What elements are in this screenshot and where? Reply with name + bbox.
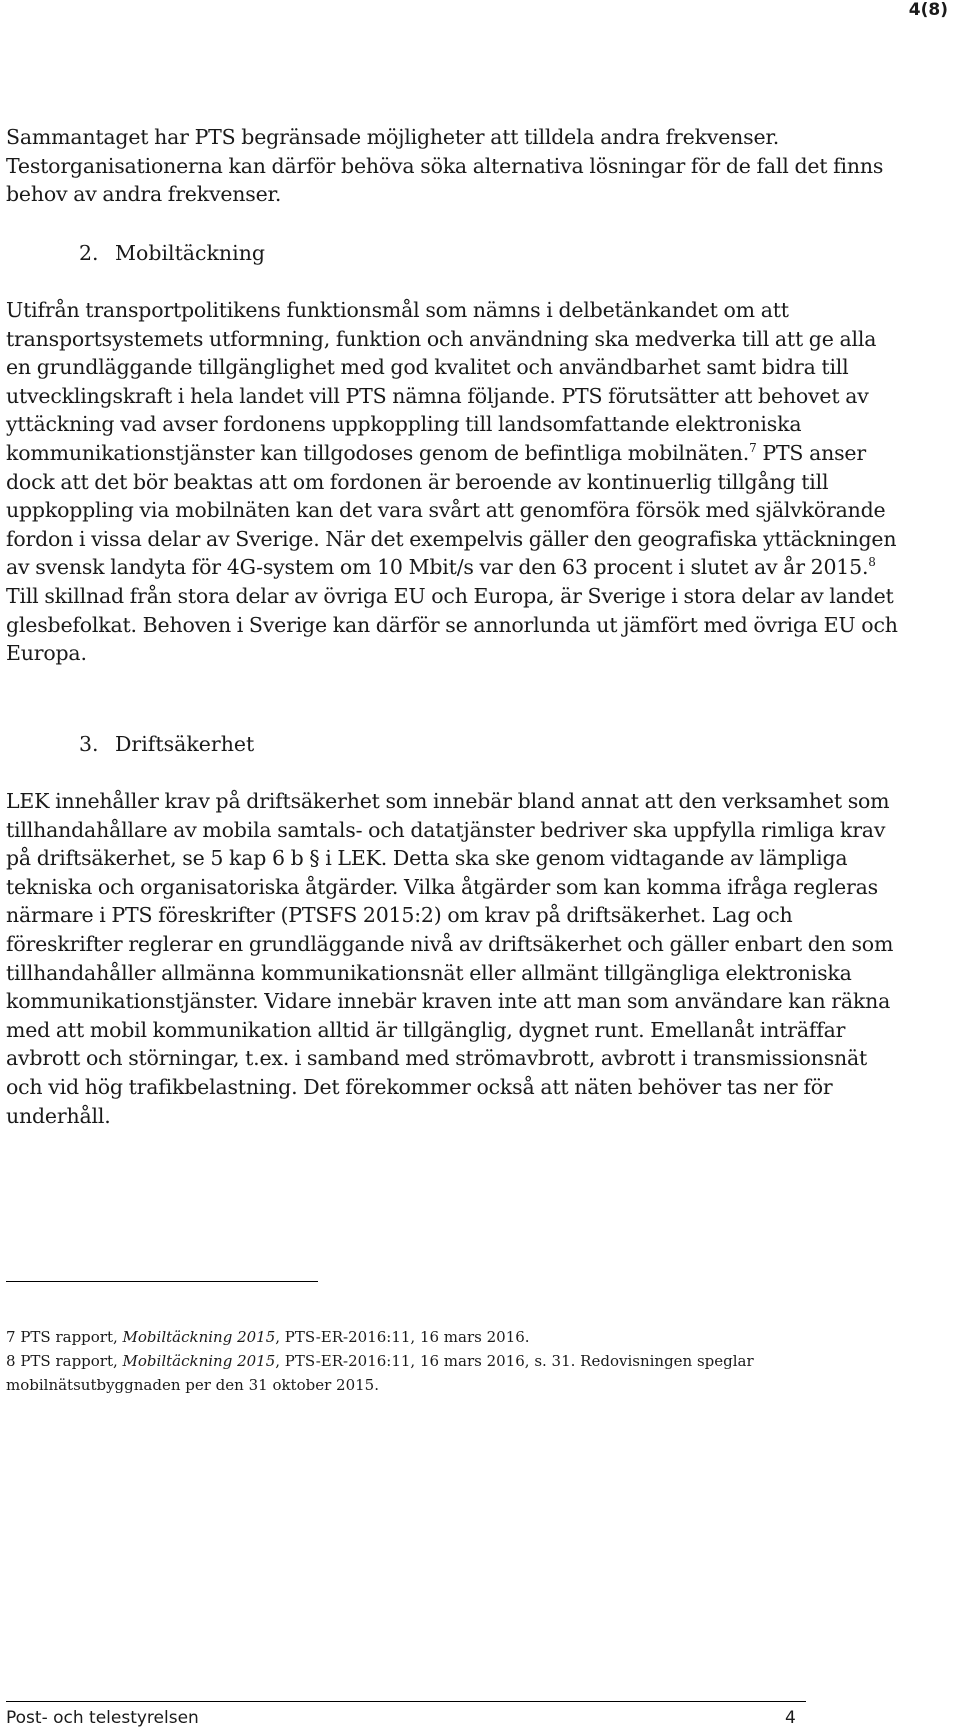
paragraph-text: Till skillnad från stora delar av övriga EU och Europa, är Sverige i stora delar av landet glesbefolkat. Behoven i Sverige kan därför se annorlunda ut jämfört med övriga EU och Europa. xyxy=(6,583,898,666)
footnote-title: Mobiltäckning 2015 xyxy=(122,1352,276,1370)
paragraph-text: PTS anser dock att det bör beaktas att om fordonen är beroende av kontinuerlig tillgång till uppkoppling via mobilnäten kan det vara svårt att genomföra försök med självkörande fordon i vissa delar av Sverige. När det exempelvis gäller den geografiska yttäckningen av svensk landyta för 4G-system om 10 Mbit/s var den 63 procent i slutet av år 2015. xyxy=(6,440,897,580)
footnote-divider xyxy=(6,1281,318,1282)
section-heading-mobiltackning xyxy=(79,239,265,267)
section-number: 2. xyxy=(79,241,99,265)
section-title: Mobiltäckning xyxy=(115,241,266,265)
footnote-text: , PTS-ER-2016:11, 16 mars 2016. xyxy=(275,1328,530,1346)
section-title: Driftsäkerhet xyxy=(115,732,255,756)
paragraph-mobiltackning xyxy=(6,296,906,668)
section-heading-driftsakerhet xyxy=(79,730,254,758)
footnote-title: Mobiltäckning 2015 xyxy=(122,1328,276,1346)
footnote-8 xyxy=(6,1349,906,1397)
footnote-text: , PTS-ER-2016:11, 16 mars 2016, s. 31. Redovisningen speglar mobilnätsutbyggnaden per den 31 oktober 2015. xyxy=(6,1352,754,1394)
footer-divider xyxy=(6,1701,806,1702)
footnotes xyxy=(6,1325,906,1397)
footnote-text: PTS rapport, xyxy=(15,1352,123,1370)
paragraph-text: Utifrån transportpolitikens funktionsmål som nämns i delbetänkandet om att transportsystemets utformning, funktion och användning ska medverka till att ge alla en grundläggande tillgänglighet med god kvalitet och användbarhet samt bidra till utvecklingskraft i hela landet vill PTS nämna följande. PTS förutsätter att behovet av yttäckning vad avser fordonens uppkoppling till landsomfattande elektroniska kommunikationstjänster kan tillgodoses genom de befintliga mobilnäten. xyxy=(6,298,877,465)
paragraph-intro: Sammantaget har PTS begränsade möjligheter att tilldela andra frekvenser. Testorganisationerna kan därför behöva söka alternativa lösningar för de fall det finns behov av andra frekvenser. xyxy=(6,125,884,207)
footnote-7 xyxy=(6,1325,906,1349)
section-number: 3. xyxy=(79,732,99,756)
footnote-ref-8[interactable]: 8 xyxy=(868,555,876,570)
footer-page-number: 4 xyxy=(785,1708,796,1728)
footnote-number: 7 xyxy=(6,1328,16,1346)
footnote-number: 8 xyxy=(6,1352,16,1370)
paragraph-driftsakerhet: LEK innehåller krav på driftsäkerhet som innebär bland annat att den verksamhet som tillhandahållare av mobila samtals- och datatjänster bedriver ska uppfylla rimliga krav på driftsäkerhet, se 5 kap 6 b § i LEK. Detta ska ske genom vidtagande av lämpliga tekniska och organisatoriska åtgärder. Vilka åtgärder som kan komma ifråga regleras närmare i PTS föreskrifter (PTSFS 2015:2) om krav på driftsäkerhet. Lag och föreskrifter reglerar en grundläggande nivå av driftsäkerhet och gäller enbart den som tillhandahåller allmänna kommunikationsnät eller allmänt tillgängliga elektroniska kommunikationstjänster. Vidare innebär kraven inte att man som användare kan räkna med att mobil kommunikation alltid är tillgänglig, dygnet runt. Emellanåt inträffar avbrott och störningar, t.ex. i samband med strömavbrott, avbrott i transmissionsnät och vid hög trafikbelastning. Det förekommer också att näten behöver tas ner för underhåll. xyxy=(6,789,894,1128)
footer-organization: Post- och telestyrelsen xyxy=(6,1708,199,1728)
footnote-ref-7[interactable]: 7 xyxy=(749,441,757,456)
page-number: 4(8) xyxy=(908,0,948,20)
footnote-text: PTS rapport, xyxy=(15,1328,123,1346)
